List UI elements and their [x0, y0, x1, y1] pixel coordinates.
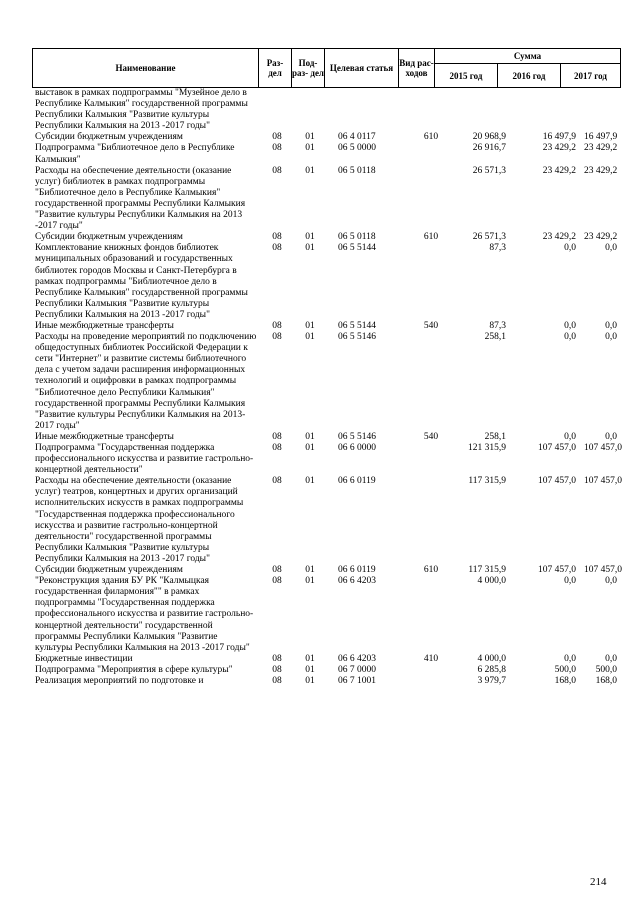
row-sum-2017: 23 429,2	[584, 143, 618, 154]
row-sum-2017: 500,0	[595, 664, 617, 675]
row-name: Подпрограмма "Библиотечное дело в Республике Калмыкия"	[35, 143, 235, 165]
row-razdel: 08	[272, 443, 282, 453]
table-row	[32, 676, 620, 687]
row-sum-2017: 107 457,0	[584, 565, 622, 576]
row-name: Подпрограмма "Государственная поддержка профессионального искусства и развитие гастрольно-концертной деятельности"	[35, 443, 254, 476]
table-row	[32, 243, 620, 321]
row-podrazdel: 01	[305, 332, 315, 343]
row-sum-2017: 168,0	[595, 675, 617, 686]
row-name: Субсидии бюджетным учреждениям	[35, 565, 183, 576]
row-razdel: 08	[272, 653, 282, 664]
header-razdel: Раз- дел	[259, 49, 292, 88]
row-sum-2017: 23 429,2	[584, 165, 618, 176]
table-row	[32, 432, 620, 443]
row-sum-2016: 0,0	[564, 431, 576, 442]
row-sum-2015: 26 571,3	[472, 232, 506, 243]
row-sum-2016: 168,0	[554, 675, 576, 686]
row-sum-2016: 107 457,0	[538, 476, 576, 487]
page-number: 214	[590, 876, 607, 888]
row-name: "Реконструкция здания БУ РК "Калмыцкая государственная филармония"" в рамках подпрограммы "Государственная поддержка профессионального искусства и развитие гастрольно-концертной деятельности" государственной программы Республики Калмыкия "Развитие культуры Республики Калмыкия на 2013 -2017 годы"	[35, 576, 254, 653]
table-row	[32, 665, 620, 676]
row-podrazdel: 01	[305, 565, 315, 576]
row-sum-2016: 107 457,0	[538, 565, 576, 576]
row-razdel: 08	[272, 664, 282, 675]
row-podrazdel: 01	[305, 243, 315, 254]
row-sum-2017: 23 429,2	[584, 232, 618, 243]
row-target: 06 5 0118	[338, 165, 376, 176]
header-2015: 2015 год	[435, 64, 498, 88]
row-razdel: 08	[272, 232, 282, 243]
row-sum-2016: 0,0	[564, 320, 576, 331]
table-row	[32, 476, 620, 565]
header-vid: Вид рас- ходов	[399, 49, 435, 88]
row-target: 06 4 0117	[338, 132, 376, 143]
row-sum-2016: 107 457,0	[538, 443, 576, 453]
row-target: 06 5 0000	[338, 143, 376, 154]
row-podrazdel: 01	[305, 132, 315, 143]
row-vid: 610	[423, 232, 439, 243]
row-sum-2017: 0,0	[605, 332, 617, 343]
row-target: 06 5 5144	[338, 243, 376, 254]
row-name: Субсидии бюджетным учреждениям	[35, 232, 183, 243]
row-name: Расходы на обеспечение деятельности (оказание услуг) театров, концертных и других организаций исполнительских искусств в рамках подпрограммы "Государственная поддержка профессионального искусства и развитие гастрольно-концертной деятельности" государственной программы Республики Калмыкия "Развитие культуры Республики Калмыкия на 2013 -2017 годы"	[35, 476, 244, 564]
row-sum-2015: 117 315,9	[468, 476, 506, 487]
table-row	[32, 565, 620, 576]
row-podrazdel: 01	[305, 443, 315, 453]
header-sum: Сумма	[435, 49, 621, 64]
header-target: Целевая статья	[325, 49, 399, 88]
header-2017: 2017 год	[561, 64, 621, 88]
row-sum-2016: 0,0	[564, 243, 576, 254]
row-sum-2016: 500,0	[554, 664, 576, 675]
row-sum-2015: 87,3	[489, 320, 506, 331]
row-razdel: 08	[272, 132, 282, 143]
row-target: 06 7 1001	[338, 675, 376, 686]
row-sum-2015: 26 916,7	[472, 143, 506, 154]
table-body	[32, 88, 620, 687]
row-name: выставок в рамках подпрограммы "Музейное дело в Республике Калмыкия" государственной программы Республики Калмыкия "Развитие культуры Республики Калмыкия на 2013 -2017 годы"	[35, 88, 248, 132]
row-razdel: 08	[272, 576, 282, 587]
row-sum-2015: 6 285,8	[477, 664, 506, 675]
header-podrazdel: Под- раз- дел	[292, 49, 325, 88]
row-sum-2015: 258,1	[484, 332, 506, 343]
row-sum-2017: 0,0	[605, 653, 617, 664]
row-sum-2015: 87,3	[489, 243, 506, 254]
row-sum-2016: 23 429,2	[542, 165, 576, 176]
row-sum-2015: 26 571,3	[472, 165, 506, 176]
row-target: 06 6 0119	[338, 565, 376, 576]
header-2016: 2016 год	[498, 64, 561, 88]
header-name: Наименование	[33, 49, 259, 88]
row-razdel: 08	[272, 320, 282, 331]
row-podrazdel: 01	[305, 653, 315, 664]
row-target: 06 5 5146	[338, 332, 376, 343]
row-sum-2015: 258,1	[484, 431, 506, 442]
row-razdel: 08	[272, 332, 282, 343]
row-sum-2017: 107 457,0	[584, 443, 622, 453]
row-sum-2017: 16 497,9	[584, 132, 618, 143]
row-sum-2016: 0,0	[564, 332, 576, 343]
row-vid: 410	[423, 653, 439, 664]
row-target: 06 6 0000	[338, 443, 376, 453]
row-name: Субсидии бюджетным учреждениям	[35, 132, 183, 143]
row-podrazdel: 01	[305, 664, 315, 675]
row-target: 06 6 0119	[338, 476, 376, 487]
row-sum-2017: 0,0	[605, 320, 617, 331]
row-sum-2016: 23 429,2	[542, 143, 576, 154]
row-sum-2016: 0,0	[564, 576, 576, 587]
row-razdel: 08	[272, 165, 282, 176]
table-row	[32, 576, 620, 654]
table-row	[32, 143, 620, 165]
table-row	[32, 321, 620, 332]
row-sum-2015: 3 979,7	[477, 675, 506, 686]
row-target: 06 6 4203	[338, 653, 376, 664]
row-sum-2017: 0,0	[605, 576, 617, 587]
row-name: Иные межбюджетные трансферты	[35, 320, 174, 331]
row-podrazdel: 01	[305, 576, 315, 587]
row-sum-2017: 0,0	[605, 431, 617, 442]
row-podrazdel: 01	[305, 431, 315, 442]
row-razdel: 08	[272, 476, 282, 487]
row-podrazdel: 01	[305, 675, 315, 686]
row-target: 06 5 5144	[338, 320, 376, 331]
row-razdel: 08	[272, 143, 282, 154]
row-name: Подпрограмма "Мероприятия в сфере культуры"	[35, 664, 233, 675]
row-vid: 610	[423, 132, 439, 143]
row-vid: 540	[423, 320, 439, 331]
table-row	[32, 443, 620, 476]
row-name: Комплектование книжных фондов библиотек муниципальных образований и государственных библиотек городов Москвы и Санкт-Петербурга в рамках подпрограммы "Библиотечное дело в Республике Калмыкия" государственной программы Республики Калмыкия "Развитие культуры Республики Калмыкия на 2013 -2017 годы"	[35, 243, 248, 320]
row-podrazdel: 01	[305, 143, 315, 154]
row-razdel: 08	[272, 431, 282, 442]
row-target: 06 7 0000	[338, 664, 376, 675]
row-sum-2016: 23 429,2	[542, 232, 576, 243]
row-podrazdel: 01	[305, 165, 315, 176]
row-sum-2016: 0,0	[564, 653, 576, 664]
row-name: Реализация мероприятий по подготовке и	[35, 675, 204, 686]
row-sum-2015: 121 315,9	[468, 443, 506, 453]
table-row	[32, 232, 620, 243]
row-name: Иные межбюджетные трансферты	[35, 431, 174, 442]
row-podrazdel: 01	[305, 476, 315, 487]
row-vid: 540	[423, 431, 439, 442]
table-header	[32, 48, 621, 88]
row-sum-2017: 0,0	[605, 243, 617, 254]
row-sum-2017: 107 457,0	[584, 476, 622, 487]
table-row	[32, 88, 620, 132]
table-row	[32, 132, 620, 143]
row-razdel: 08	[272, 675, 282, 686]
row-target: 06 5 0118	[338, 232, 376, 243]
budget-table	[32, 48, 620, 687]
row-razdel: 08	[272, 243, 282, 254]
table-row	[32, 654, 620, 665]
row-sum-2016: 16 497,9	[542, 132, 576, 143]
table-row	[32, 332, 620, 432]
row-sum-2015: 4 000,0	[477, 576, 506, 587]
row-name: Бюджетные инвестиции	[35, 653, 133, 664]
row-sum-2015: 20 968,9	[472, 132, 506, 143]
row-target: 06 5 5146	[338, 431, 376, 442]
row-sum-2015: 117 315,9	[468, 565, 506, 576]
table-row	[32, 166, 620, 233]
row-target: 06 6 4203	[338, 576, 376, 587]
row-name: Расходы на обеспечение деятельности (оказание услуг) библиотек в рамках подпрограммы "Библиотечное дело в Республике Калмыкия" государственной программы Республики Калмыкия "Развитие культуры Республики Калмыкия на 2013 -2017 годы"	[35, 165, 246, 232]
row-name: Расходы на проведение мероприятий по подключению общедоступных библиотек Российской Федерации к сети "Интернет" и развитие системы библиотечного дела с учетом задачи расширения информационных технологий и оцифровки в рамках подпрограммы "Библиотечное дело Республики Калмыкия" государственной программы Республики Калмыкия "Развитие культуры Республики Калмыкия на 2013-2017 годы"	[35, 332, 257, 431]
row-sum-2015: 4 000,0	[477, 653, 506, 664]
row-podrazdel: 01	[305, 320, 315, 331]
row-podrazdel: 01	[305, 232, 315, 243]
row-vid: 610	[423, 565, 439, 576]
row-razdel: 08	[272, 565, 282, 576]
